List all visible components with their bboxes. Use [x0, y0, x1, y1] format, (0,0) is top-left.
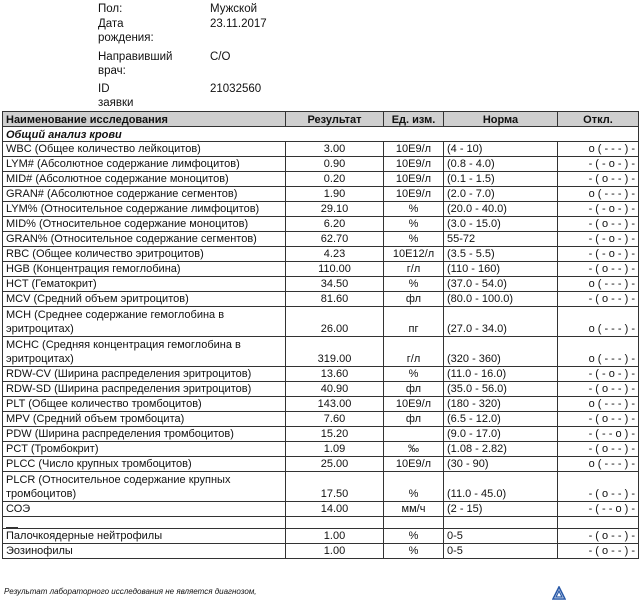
cell-unit: 10E9/л [384, 142, 444, 157]
cell-unit: % [384, 202, 444, 217]
cell-result: 13.60 [286, 367, 384, 382]
cell-deviation: - ( - - о ) - [558, 427, 639, 442]
cell-name: HCT (Гематокрит) [3, 277, 286, 292]
cell-norm: (37.0 - 54.0) [444, 277, 558, 292]
footer-disclaimer: Результат лабораторного исследования не является диагнозом, [4, 587, 257, 596]
cell-deviation: - ( о - - ) - [558, 529, 639, 544]
cell-result: 0.20 [286, 172, 384, 187]
cell-result: 110.00 [286, 262, 384, 277]
cell-result: 143.00 [286, 397, 384, 412]
header-result: Результат [286, 112, 384, 127]
cell-unit: 10E9/л [384, 172, 444, 187]
cell-unit: % [384, 217, 444, 232]
cell-name: PLCR (Относительное содержание крупных тромбоцитов) [3, 472, 286, 502]
cell-unit: 10E9/л [384, 457, 444, 472]
cell-deviation: - ( о - - ) - [558, 442, 639, 457]
cell-norm: (4 - 10) [444, 142, 558, 157]
cell-name: MPV (Средний объем тромбоцита) [3, 412, 286, 427]
cell-unit: г/л [384, 262, 444, 277]
cell-result: 0.90 [286, 157, 384, 172]
cell-norm: (110 - 160) [444, 262, 558, 277]
cell-result: 1.00 [286, 529, 384, 544]
cell-unit: фл [384, 382, 444, 397]
cell-unit: % [384, 529, 444, 544]
table-row [3, 232, 639, 247]
table-row [3, 472, 639, 502]
cell-deviation: о ( - - - ) - [558, 307, 639, 337]
cell-norm: 0-5 [444, 529, 558, 544]
cell-norm: (6.5 - 12.0) [444, 412, 558, 427]
table-row [3, 412, 639, 427]
cell-result: 1.09 [286, 442, 384, 457]
cell-result: 14.00 [286, 502, 384, 517]
cell-name: Палочкоядерные нейтрофилы [3, 529, 286, 544]
cell-name: GRAN% (Относительное содержание сегментов) [3, 232, 286, 247]
cell-norm: (3.5 - 5.5) [444, 247, 558, 262]
separator-cell [444, 517, 558, 529]
cell-norm: (30 - 90) [444, 457, 558, 472]
separator-row [3, 517, 639, 529]
dob-label: Дата рождения: [98, 18, 154, 44]
cell-deviation: о ( - - - ) - [558, 337, 639, 367]
cell-deviation: - ( - о - ) - [558, 232, 639, 247]
table-row [3, 397, 639, 412]
cell-result: 6.20 [286, 217, 384, 232]
separator-cell [558, 517, 639, 529]
results-table [2, 111, 639, 559]
table-row [3, 292, 639, 307]
cell-unit: ‰ [384, 442, 444, 457]
separator-cell [286, 517, 384, 529]
table-row [3, 307, 639, 337]
cell-deviation: - ( - о - ) - [558, 367, 639, 382]
table-row [3, 202, 639, 217]
table-row [3, 529, 639, 544]
cell-norm: (180 - 320) [444, 397, 558, 412]
cell-result: 7.60 [286, 412, 384, 427]
cell-norm: (80.0 - 100.0) [444, 292, 558, 307]
cell-name: MID# (Абсолютное содержание моноцитов) [3, 172, 286, 187]
request-id-label: ID заявки [98, 83, 134, 109]
lab-logo-icon [552, 586, 566, 600]
cell-deviation: - ( - о - ) - [558, 247, 639, 262]
table-row [3, 367, 639, 382]
cell-deviation: - ( о - - ) - [558, 382, 639, 397]
cell-name: WBC (Общее количество лейкоцитов) [3, 142, 286, 157]
cell-name: MCHC (Средняя концентрация гемоглобина в эритроцитах) [3, 337, 286, 367]
cell-result: 17.50 [286, 472, 384, 502]
table-row [3, 172, 639, 187]
cell-result: 40.90 [286, 382, 384, 397]
table-row [3, 502, 639, 517]
cell-unit: пг [384, 307, 444, 337]
table-row [3, 382, 639, 397]
separator-cell [3, 517, 286, 529]
cell-name: LYM# (Абсолютное содержание лимфоцитов) [3, 157, 286, 172]
cell-result: 4.23 [286, 247, 384, 262]
table-row [3, 262, 639, 277]
doctor-label: Направивший врач: [98, 51, 173, 77]
cell-unit: % [384, 472, 444, 502]
cell-name: PLT (Общее количество тромбоцитов) [3, 397, 286, 412]
cell-unit: г/л [384, 337, 444, 367]
cell-unit: 10E9/л [384, 397, 444, 412]
cell-unit: 10E9/л [384, 187, 444, 202]
cell-deviation: - ( о - - ) - [558, 292, 639, 307]
cell-name: MCV (Средний объем эритроцитов) [3, 292, 286, 307]
header-name: Наименование исследования [3, 112, 286, 127]
header-unit: Ед. изм. [384, 112, 444, 127]
cell-result: 25.00 [286, 457, 384, 472]
cell-result: 319.00 [286, 337, 384, 367]
cell-norm: (3.0 - 15.0) [444, 217, 558, 232]
cell-result: 3.00 [286, 142, 384, 157]
cell-unit: % [384, 544, 444, 559]
cell-deviation: - ( о - - ) - [558, 472, 639, 502]
section-title: Общий анализ крови [3, 127, 639, 142]
cell-name: PCT (Тромбокрит) [3, 442, 286, 457]
cell-name: MID% (Относительное содержание моноцитов) [3, 217, 286, 232]
table-header-row [3, 112, 639, 127]
cell-deviation: о ( - - - ) - [558, 397, 639, 412]
cell-norm: (11.0 - 45.0) [444, 472, 558, 502]
cell-result: 1.90 [286, 187, 384, 202]
gender-value: Мужской [210, 3, 258, 15]
cell-unit: фл [384, 292, 444, 307]
table-row [3, 442, 639, 457]
cell-norm: 0-5 [444, 544, 558, 559]
cell-deviation: - ( о - - ) - [558, 172, 639, 187]
cell-name: MCH (Среднее содержание гемоглобина в эритроцитах) [3, 307, 286, 337]
cell-unit: 10E9/л [384, 157, 444, 172]
cell-deviation: о ( - - - ) - [558, 277, 639, 292]
table-row [3, 247, 639, 262]
cell-deviation: - ( - о - ) - [558, 157, 639, 172]
cell-name: PDW (Ширина распределения тромбоцитов) [3, 427, 286, 442]
dob-value: 23.11.2017 [210, 18, 267, 30]
cell-name: Эозинофилы [3, 544, 286, 559]
cell-deviation: - ( о - - ) - [558, 544, 639, 559]
cell-name: СОЭ [3, 502, 286, 517]
cell-deviation: о ( - - - ) - [558, 142, 639, 157]
cell-unit: мм/ч [384, 502, 444, 517]
results-body [3, 127, 639, 559]
cell-result: 62.70 [286, 232, 384, 247]
cell-result: 29.10 [286, 202, 384, 217]
cell-norm: (20.0 - 40.0) [444, 202, 558, 217]
request-id-value: 21032560 [210, 83, 262, 95]
cell-result: 26.00 [286, 307, 384, 337]
table-row [3, 544, 639, 559]
table-row [3, 187, 639, 202]
cell-norm: (1.08 - 2.82) [444, 442, 558, 457]
cell-name: LYM% (Относительное содержание лимфоцитов) [3, 202, 286, 217]
cell-unit: % [384, 277, 444, 292]
separator-cell [384, 517, 444, 529]
table-row [3, 337, 639, 367]
cell-unit: фл [384, 412, 444, 427]
header-norm: Норма [444, 112, 558, 127]
cell-unit: 10E12/л [384, 247, 444, 262]
cell-deviation: - ( о - - ) - [558, 262, 639, 277]
cell-norm: (35.0 - 56.0) [444, 382, 558, 397]
gender-label: Пол: [98, 3, 123, 15]
cell-result: 15.20 [286, 427, 384, 442]
cell-name: RDW-SD (Ширина распределения эритроцитов) [3, 382, 286, 397]
cell-unit [384, 427, 444, 442]
table-row [3, 457, 639, 472]
cell-result: 81.60 [286, 292, 384, 307]
table-row [3, 157, 639, 172]
cell-deviation: - ( - о - ) - [558, 202, 639, 217]
cell-norm: (320 - 360) [444, 337, 558, 367]
cell-result: 34.50 [286, 277, 384, 292]
section-row [3, 127, 639, 142]
cell-norm: (27.0 - 34.0) [444, 307, 558, 337]
cell-name: RDW-CV (Ширина распределения эритроцитов) [3, 367, 286, 382]
table-row [3, 277, 639, 292]
cell-deviation: - ( о - - ) - [558, 217, 639, 232]
cell-deviation: - ( о - - ) - [558, 412, 639, 427]
cell-name: HGB (Концентрация гемоглобина) [3, 262, 286, 277]
doctor-value: С/О [210, 51, 231, 63]
cell-deviation: о ( - - - ) - [558, 187, 639, 202]
cell-norm: (0.8 - 4.0) [444, 157, 558, 172]
cell-name: RBC (Общее количество эритроцитов) [3, 247, 286, 262]
table-row [3, 142, 639, 157]
cell-unit: % [384, 232, 444, 247]
cell-name: PLCC (Число крупных тромбоцитов) [3, 457, 286, 472]
table-row [3, 427, 639, 442]
cell-norm: 55-72 [444, 232, 558, 247]
cell-result: 1.00 [286, 544, 384, 559]
cell-norm: (2.0 - 7.0) [444, 187, 558, 202]
cell-norm: (0.1 - 1.5) [444, 172, 558, 187]
table-row [3, 217, 639, 232]
cell-deviation: о ( - - - ) - [558, 457, 639, 472]
cell-deviation: - ( - - о ) - [558, 502, 639, 517]
cell-norm: (11.0 - 16.0) [444, 367, 558, 382]
cell-norm: (2 - 15) [444, 502, 558, 517]
cell-unit: % [384, 367, 444, 382]
header-deviation: Откл. [558, 112, 639, 127]
cell-norm: (9.0 - 17.0) [444, 427, 558, 442]
cell-name: GRAN# (Абсолютное содержание сегментов) [3, 187, 286, 202]
